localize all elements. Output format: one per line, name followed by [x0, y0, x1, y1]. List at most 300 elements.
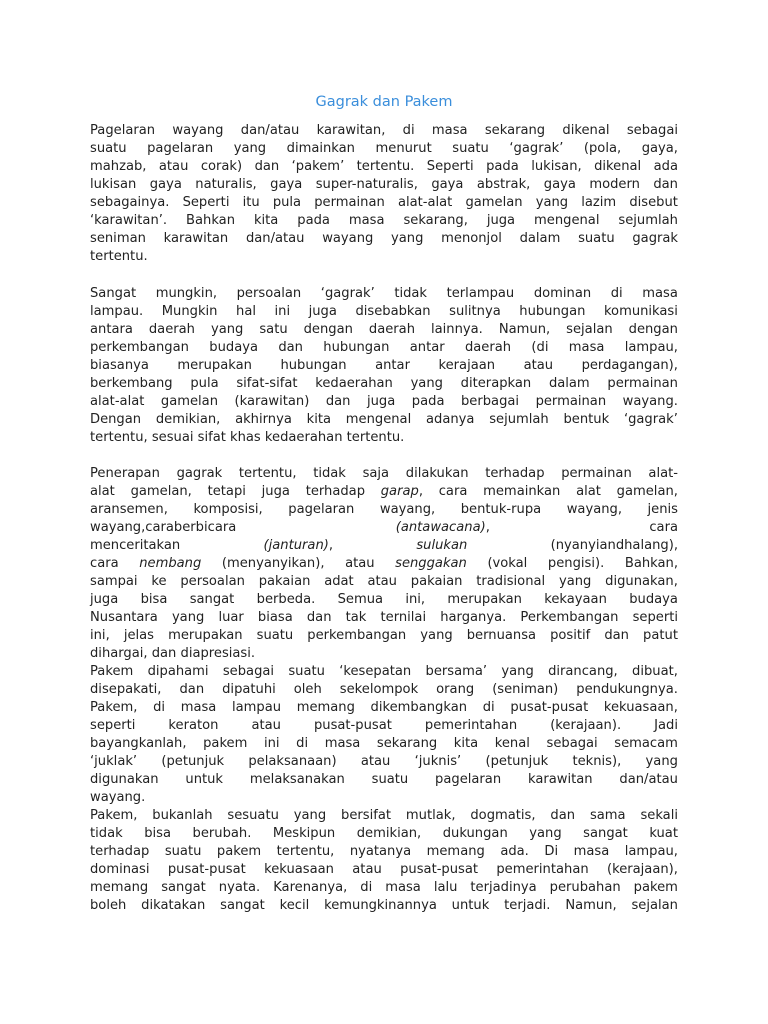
text-line	[90, 393, 678, 411]
line-word: dikenal	[594, 159, 642, 174]
line-word: jelas	[123, 628, 154, 643]
line-word: positif	[550, 628, 591, 643]
line-word: dengan	[303, 322, 353, 337]
line-word: tidak	[313, 466, 346, 481]
line-word: perkembangan	[307, 628, 407, 643]
line-word: yang	[210, 322, 244, 337]
line-word: gaya	[270, 177, 303, 192]
word-fragment: memainkan	[483, 484, 561, 499]
line-word: pagelaran	[288, 502, 355, 517]
line-word: masa	[431, 123, 468, 138]
line-word	[548, 555, 604, 573]
line-word	[264, 537, 334, 555]
word-fragment: terhadap	[305, 484, 365, 499]
line-word: tidak	[394, 286, 428, 301]
line-word: bernuansa	[466, 628, 537, 643]
line-word	[483, 483, 560, 501]
line-word: dan	[550, 808, 576, 823]
line-word: luar	[218, 610, 244, 625]
line-text: wayang.	[90, 790, 146, 805]
word-fragment: (nyanyian	[550, 538, 616, 553]
line-word: masa	[568, 340, 605, 355]
line-word: ternilai	[380, 610, 427, 625]
line-word: sebagai	[546, 736, 598, 751]
line-word: dominan	[533, 286, 592, 301]
line-word: memang	[90, 880, 149, 895]
line-word: Jadi	[654, 718, 678, 733]
line-word: atau	[367, 574, 397, 589]
word-fragment: Bahkan,	[624, 556, 678, 571]
text-line	[90, 771, 678, 789]
line-word: (kerajaan).	[550, 718, 622, 733]
line-word: memang	[296, 700, 355, 715]
line-word: gaya	[149, 177, 182, 192]
line-word: bersifat	[341, 808, 392, 823]
line-word: suatu	[452, 141, 489, 156]
line-word: masa	[573, 844, 610, 859]
line-word	[262, 483, 290, 501]
line-word: karawitan,	[316, 123, 386, 138]
word-fragment: menceritakan	[90, 538, 181, 553]
line-word: juga	[486, 213, 516, 228]
word-fragment: alat	[90, 484, 115, 499]
line-word: sekarang	[376, 736, 438, 751]
line-word: demikian,	[155, 412, 221, 427]
line-word: dan	[653, 177, 678, 192]
line-word: berubah.	[192, 826, 252, 841]
line-word: sangat	[220, 898, 265, 913]
text-line	[90, 609, 678, 627]
line-word: dengan	[628, 322, 678, 337]
line-word: pemerintahan	[496, 862, 589, 877]
line-word: wayang.	[622, 394, 678, 409]
word-fragment: gamelan,	[130, 484, 192, 499]
line-word: menonjol	[441, 231, 502, 246]
text-line	[90, 753, 678, 771]
line-word: kemungkinannya	[324, 898, 437, 913]
line-word: lainnya.	[431, 322, 483, 337]
text-line	[90, 681, 678, 699]
line-word: digunakan	[90, 772, 159, 787]
line-word: dipahami	[147, 664, 209, 679]
line-word: untuk	[451, 898, 490, 913]
line-word: dan	[179, 682, 205, 697]
italic-term: senggakan	[395, 556, 467, 571]
word-fragment: cara	[438, 484, 468, 499]
line-word: Seperti	[182, 195, 230, 210]
line-word	[381, 483, 423, 501]
line-word	[90, 555, 119, 573]
text-line	[90, 140, 678, 158]
line-word: juga	[367, 394, 396, 409]
line-word: berbeda.	[256, 592, 316, 607]
line-word: bentuk-rupa	[460, 502, 542, 517]
line-word: dan	[604, 628, 629, 643]
line-word: harganya.	[440, 610, 507, 625]
text-line	[90, 122, 678, 140]
line-word: biasanya	[90, 358, 149, 373]
line-word: pusat-pusat	[400, 862, 479, 877]
line-word: gamelan	[160, 394, 218, 409]
italic-term: garap	[380, 484, 419, 499]
line-word: sejumlah	[489, 412, 549, 427]
line-word: yang	[410, 376, 443, 391]
text-line	[90, 537, 678, 555]
line-word: budaya	[209, 340, 258, 355]
line-word: mengenal	[534, 213, 600, 228]
line-word: kekuasaan	[264, 862, 334, 877]
line-word: corak)	[200, 159, 243, 174]
line-word: mahzab,	[90, 159, 147, 174]
line-word: ‘karawitan’.	[90, 213, 168, 228]
line-word: pusat-pusat	[510, 700, 589, 715]
line-word	[487, 555, 527, 573]
word-fragment: berbicara	[173, 520, 237, 535]
text-line	[90, 465, 678, 483]
line-word: disebabkan	[355, 304, 431, 319]
word-fragment: juga	[261, 484, 290, 499]
line-word: lukisan,	[531, 159, 582, 174]
italic-term: (janturan)	[263, 538, 329, 553]
line-word	[551, 537, 678, 555]
word-fragment: cara	[649, 520, 678, 535]
word-fragment: cara	[145, 520, 174, 535]
line-word: lazim	[581, 195, 617, 210]
text-line	[90, 807, 678, 825]
line-word: seperti	[632, 610, 678, 625]
line-word: persoalan	[236, 286, 302, 301]
line-word: super-naturalis,	[315, 177, 418, 192]
text-line	[90, 663, 678, 681]
line-word: yang	[293, 808, 327, 823]
line-word: (karawitan)	[234, 394, 310, 409]
line-word: tertentu,	[238, 466, 297, 481]
line-word: Seperti	[426, 159, 474, 174]
line-word: pakaian	[258, 574, 311, 589]
line-word: sama	[589, 808, 626, 823]
word-fragment: gamelan,	[616, 484, 678, 499]
word-fragment: tetapi	[207, 484, 246, 499]
line-word: tidak	[90, 826, 123, 841]
word-fragment: alat	[576, 484, 601, 499]
line-word: yang	[391, 231, 424, 246]
line-word: suatu	[288, 664, 325, 679]
text-line	[90, 501, 678, 519]
line-word	[439, 483, 468, 501]
line-word: sangat	[189, 592, 235, 607]
text-line	[90, 429, 678, 447]
text-line	[90, 375, 678, 393]
line-word: sangat	[583, 826, 628, 841]
word-fragment: ,	[485, 520, 490, 535]
line-word: kita	[253, 213, 279, 228]
line-word: pemerintahan	[424, 718, 518, 733]
line-word: ada.	[500, 844, 529, 859]
line-word: terjadi.	[504, 898, 551, 913]
line-word: teknis),	[572, 754, 622, 769]
line-word: naturalis,	[195, 177, 257, 192]
line-word: abstrak,	[476, 177, 531, 192]
line-word	[576, 483, 601, 501]
line-word: (petunjuk	[485, 754, 549, 769]
line-word: kita	[453, 736, 479, 751]
line-word: mengenal	[345, 412, 412, 427]
line-word: perubahan	[549, 880, 621, 895]
line-word: yang	[535, 195, 569, 210]
line-word: merupakan	[177, 358, 252, 373]
line-word: karawitan	[163, 231, 229, 246]
line-word: terjadinya	[470, 880, 537, 895]
line-word: hubungan	[280, 358, 347, 373]
line-word: ‘juknis’	[414, 754, 462, 769]
text-line	[90, 339, 678, 357]
line-word: berbagai	[460, 394, 520, 409]
line-word	[625, 555, 678, 573]
line-word: Semua	[337, 592, 384, 607]
line-word: antara	[90, 322, 133, 337]
line-word: melaksanakan	[249, 772, 345, 787]
line-word: permainan	[314, 195, 385, 210]
line-word: atau	[360, 754, 391, 769]
text-line	[90, 789, 678, 807]
line-word: perdagangan),	[581, 358, 678, 373]
line-word: suatu	[90, 141, 127, 156]
line-word: yang	[529, 826, 562, 841]
line-word: suatu	[164, 844, 202, 859]
line-word: lampau,	[624, 844, 678, 859]
line-word: dan	[325, 394, 351, 409]
line-word: lampau	[231, 700, 282, 715]
line-word: ‘kesepatan	[339, 664, 412, 679]
line-word	[649, 519, 678, 537]
line-word: sejumlah	[618, 213, 678, 228]
line-word: di	[482, 700, 495, 715]
line-word: terhadap	[485, 466, 545, 481]
line-word: dalam	[548, 376, 590, 391]
line-word	[306, 483, 365, 501]
line-word	[90, 537, 180, 555]
text-line	[90, 573, 678, 591]
line-word: ini	[274, 304, 291, 319]
line-word	[131, 483, 192, 501]
line-word: pada	[297, 213, 330, 228]
line-word: wayang,	[566, 502, 622, 517]
line-word: ini,	[90, 628, 110, 643]
line-word: pakem	[633, 880, 678, 895]
line-word: Bahkan	[186, 213, 235, 228]
line-word: alat-alat	[90, 394, 145, 409]
line-word: dan/atau	[619, 772, 678, 787]
line-word: bersama’	[425, 664, 488, 679]
line-word	[396, 519, 490, 537]
line-word: merupakan	[168, 628, 243, 643]
line-word: hal	[236, 304, 256, 319]
line-word: atau	[523, 358, 554, 373]
line-word: saja	[362, 466, 390, 481]
line-word: sebagai	[222, 664, 275, 679]
line-word: dirancang,	[548, 664, 618, 679]
line-word: masa	[180, 700, 217, 715]
line-word: digunakan,	[605, 574, 678, 589]
line-word: daerah	[368, 322, 416, 337]
line-word: ini	[263, 736, 280, 751]
line-word: lalu	[433, 880, 458, 895]
line-word: semacam	[614, 736, 678, 751]
line-word	[345, 555, 374, 573]
line-word: mungkin,	[155, 286, 218, 301]
line-word: aransemen,	[90, 502, 168, 517]
line-word: sifat-sifat	[236, 376, 298, 391]
line-word: (di	[531, 340, 549, 355]
line-word: sulitnya	[449, 304, 501, 319]
line-word: wayang	[172, 123, 224, 138]
line-word: keraton	[168, 718, 219, 733]
line-word: dipatuhi	[222, 682, 276, 697]
line-word: orang	[436, 682, 475, 697]
line-word: wayang	[322, 231, 374, 246]
line-word: ‘juklak’	[90, 754, 138, 769]
line-word: ‘pakem’	[291, 159, 345, 174]
line-word: untuk	[185, 772, 224, 787]
line-word	[90, 519, 236, 537]
line-word: (kerajaan),	[606, 862, 678, 877]
line-word: Sangat	[90, 286, 137, 301]
line-word: pakem	[216, 844, 262, 859]
line-word: pusat-pusat	[167, 862, 246, 877]
line-word: ‘gagrak’	[509, 141, 564, 156]
line-word: gaya	[543, 177, 576, 192]
italic-term: sulukan	[416, 538, 468, 553]
line-word: wayang,	[379, 502, 436, 517]
line-word: pagelaran	[147, 141, 214, 156]
line-word: Dengan	[90, 412, 142, 427]
text-line	[90, 519, 678, 537]
line-word: demikian,	[356, 826, 422, 841]
line-word: berkembang	[90, 376, 173, 391]
line-word: jenis	[647, 502, 678, 517]
line-word: bisa	[140, 592, 168, 607]
text-line	[90, 303, 678, 321]
line-word: disepakati,	[90, 682, 162, 697]
line-word: kuat	[649, 826, 678, 841]
line-word: pakaian	[410, 574, 463, 589]
text-line	[90, 717, 678, 735]
line-word: alat-	[648, 466, 678, 481]
line-word: akhirnya	[235, 412, 292, 427]
line-word: dilakukan	[405, 466, 469, 481]
text-line	[90, 591, 678, 609]
line-word: bayangkanlah,	[90, 736, 187, 751]
text-line	[90, 230, 678, 248]
line-word: menurut	[375, 141, 432, 156]
text-line	[90, 411, 678, 429]
line-word: seniman	[90, 231, 146, 246]
line-word: sangat	[161, 880, 206, 895]
text-line	[90, 483, 678, 501]
line-word: diterapkan	[460, 376, 532, 391]
line-word	[617, 483, 678, 501]
line-word: dikatakan	[141, 898, 206, 913]
line-word: pendukungnya.	[576, 682, 678, 697]
line-word	[222, 555, 325, 573]
line-word: gagrak	[176, 466, 223, 481]
line-word: Namun,	[498, 322, 551, 337]
line-word: Meskipun	[272, 826, 336, 841]
line-word: Mungkin	[161, 304, 218, 319]
line-word: atau	[251, 718, 281, 733]
line-word: (pola,	[583, 141, 622, 156]
line-word: memang	[426, 844, 485, 859]
italic-term: nembang	[139, 556, 202, 571]
line-word: seperti	[90, 718, 136, 733]
word-fragment: (menyanyikan),	[221, 556, 325, 571]
line-word: adanya	[425, 412, 475, 427]
line-word: pakem	[203, 736, 248, 751]
line-word: dan/atau	[245, 231, 305, 246]
line-text: tertentu.	[90, 249, 148, 264]
line-word: daerah	[464, 340, 512, 355]
line-word: sejalan	[566, 322, 613, 337]
text-line	[90, 555, 678, 573]
line-word: juga	[90, 592, 119, 607]
text-line	[90, 861, 678, 879]
document-title: Gagrak dan Pakem	[315, 94, 453, 110]
line-word: juga	[308, 304, 337, 319]
line-text: tertentu, sesuai sifat khas kedaerahan tertentu.	[90, 430, 405, 445]
line-word: di	[296, 736, 309, 751]
line-word: yang	[233, 141, 267, 156]
line-word: biasa	[257, 610, 293, 625]
line-word: sekali	[640, 808, 678, 823]
line-word: sesuatu	[227, 808, 279, 823]
text-line	[90, 843, 678, 861]
text-line	[90, 212, 678, 230]
text-line	[90, 321, 678, 339]
line-word: di	[610, 286, 623, 301]
line-word: dan	[306, 610, 332, 625]
line-word: pula	[272, 195, 302, 210]
line-word: bukanlah	[152, 808, 213, 823]
line-word: adat	[324, 574, 354, 589]
line-word: hubungan	[519, 304, 586, 319]
text-line	[90, 194, 678, 212]
line-word: alat-alat	[397, 195, 453, 210]
line-word: masa	[385, 880, 421, 895]
line-word: yang	[420, 628, 453, 643]
line-word: kekuasaan,	[603, 700, 678, 715]
word-fragment: ,	[328, 538, 334, 553]
line-word: Pakem	[90, 664, 134, 679]
text-line	[90, 176, 678, 194]
line-word: nyatanya	[349, 844, 412, 859]
line-word: dikenal	[562, 123, 610, 138]
line-word: mutlak,	[405, 808, 456, 823]
line-text: dihargai, dan diapresiasi.	[90, 646, 256, 661]
line-word: di	[360, 880, 373, 895]
line-word: ini,	[405, 592, 426, 607]
line-word: di	[153, 700, 166, 715]
line-word: dogmatis,	[470, 808, 536, 823]
line-word	[416, 537, 467, 555]
text-line	[90, 627, 678, 645]
text-line	[90, 879, 678, 897]
line-word: tertentu.	[356, 159, 415, 174]
line-word: Penerapan	[90, 466, 160, 481]
line-word: sebagai	[626, 123, 678, 138]
line-word: bisa	[144, 826, 172, 841]
text-line	[90, 825, 678, 843]
word-fragment: dhalang),	[615, 538, 678, 553]
